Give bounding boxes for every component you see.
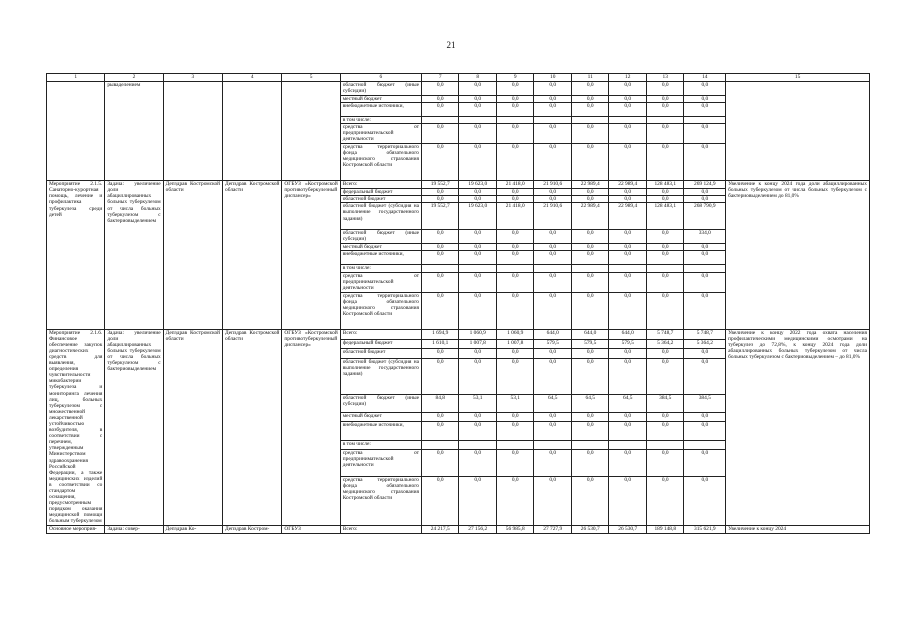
cell-amount: 0,0 bbox=[646, 82, 684, 96]
cell-amount: 0,0 bbox=[534, 422, 572, 440]
cell-amount: 0,0 bbox=[571, 230, 609, 244]
cell-amount: 27 727,9 bbox=[534, 525, 572, 533]
header-cell: 14 bbox=[684, 74, 726, 82]
cell-amount: 0,0 bbox=[459, 272, 497, 292]
cell-amount: 0,0 bbox=[496, 251, 534, 265]
cell-amount: 22 989,4 bbox=[609, 181, 647, 189]
cell-task: Задача: увеличение доли абациллированных больных туберкулезом от числа больных туберкулезом с бактериовыделением bbox=[105, 181, 163, 329]
cell-result: Увеличение к концу 2024 года доли абациллированных больных туберкулезом от числа больных туберкулезом с бактериовыделением до 81,0% bbox=[726, 181, 870, 329]
cell-amount: 128 483,1 bbox=[646, 181, 684, 189]
cell-amount: 0,0 bbox=[534, 124, 572, 144]
cell-amount: 0,0 bbox=[496, 230, 534, 244]
cell-amount: 0,0 bbox=[684, 244, 726, 251]
cell-funding-source: в том числе: bbox=[340, 117, 421, 124]
cell-amount: 0,0 bbox=[459, 349, 497, 358]
cell-amount: 0,0 bbox=[496, 244, 534, 251]
cell-event bbox=[47, 82, 105, 181]
cell-amount: 0,0 bbox=[459, 251, 497, 265]
cell-amount: 0,0 bbox=[459, 412, 497, 421]
cell-funding-source: местный бюджет bbox=[340, 244, 421, 251]
header-cell: 3 bbox=[163, 74, 222, 82]
header-cell: 12 bbox=[609, 74, 647, 82]
cell-funding-source: областной бюджет bbox=[340, 349, 421, 358]
cell-amount: 0,0 bbox=[421, 103, 459, 117]
cell-amount: 0,0 bbox=[571, 450, 609, 476]
cell-amount: 0,0 bbox=[534, 358, 572, 394]
cell-amount: 0,0 bbox=[646, 124, 684, 144]
cell-funding-source: внебюджетные источники, bbox=[340, 103, 421, 117]
cell-amount: 0,0 bbox=[459, 103, 497, 117]
cell-amount: 26 530,7 bbox=[609, 525, 647, 533]
cell-amount: 0,0 bbox=[646, 476, 684, 525]
cell-funding-source: федеральный бюджет bbox=[340, 340, 421, 349]
cell-amount bbox=[571, 440, 609, 449]
cell-amount: 0,0 bbox=[571, 358, 609, 394]
cell-amount: 0,0 bbox=[609, 251, 647, 265]
cell-executor: ОГБУЗ «Костромской противотуберкулезный диспансер» bbox=[282, 329, 340, 525]
cell-amount bbox=[459, 117, 497, 124]
cell-amount bbox=[421, 117, 459, 124]
cell-funding-source: средства территориального фонда обязательного медицинского страхования Костромской области bbox=[340, 476, 421, 525]
cell-amount: 0,0 bbox=[534, 189, 572, 196]
cell-amount: 0,0 bbox=[609, 292, 647, 329]
cell-amount: 0,0 bbox=[459, 358, 497, 394]
header-cell: 9 bbox=[496, 74, 534, 82]
cell-amount: 21 418,0 bbox=[496, 203, 534, 230]
cell-amount: 0,0 bbox=[684, 196, 726, 203]
cell-amount: 0,0 bbox=[571, 189, 609, 196]
cell-amount: 0,0 bbox=[684, 272, 726, 292]
cell-amount: 384,5 bbox=[646, 394, 684, 412]
cell-amount: 0,0 bbox=[609, 412, 647, 421]
program-table bbox=[46, 73, 870, 534]
cell-amount: 0,0 bbox=[646, 103, 684, 117]
cell-amount: 0,0 bbox=[571, 476, 609, 525]
cell-amount: 269 124,9 bbox=[684, 181, 726, 189]
cell-amount: 0,0 bbox=[421, 412, 459, 421]
cell-amount: 0,0 bbox=[534, 292, 572, 329]
cell-amount: 0,0 bbox=[496, 124, 534, 144]
cell-event: Мероприятие 2.1.6. Финансовое обеспечение закупок диагностических средств для выявления, определения чувствительности микобактерии туберкулеза и мониторинга лечения лиц, больных туберкулезом с множественной лекарственной устойчивостью возбудителя, в соответствии с перечнем, утвержденным Министерством здравоохранения Российской Федерации, а также медицинских изделий в соответствии со стандартом оснащения, предусмотренным порядком оказания медицинской помощи больным туберкулезом bbox=[47, 329, 105, 525]
table-row bbox=[47, 329, 870, 340]
cell-amount: 0,0 bbox=[646, 96, 684, 103]
cell-amount: 579,5 bbox=[571, 340, 609, 349]
cell-funding-source: Всего: bbox=[340, 329, 421, 340]
cell-amount: 21 910,6 bbox=[534, 181, 572, 189]
cell-amount: 384,5 bbox=[684, 394, 726, 412]
cell-amount bbox=[684, 265, 726, 272]
cell-amount: 1 007,8 bbox=[496, 340, 534, 349]
cell-amount: 22 989,4 bbox=[571, 181, 609, 189]
header-row bbox=[47, 74, 870, 82]
header-cell: 4 bbox=[223, 74, 282, 82]
cell-amount: 0,0 bbox=[421, 144, 459, 181]
cell-amount: 0,0 bbox=[459, 124, 497, 144]
cell-amount bbox=[609, 265, 647, 272]
cell-amount: 315 621,9 bbox=[684, 525, 726, 533]
cell-amount: 0,0 bbox=[571, 251, 609, 265]
cell-amount: 0,0 bbox=[684, 476, 726, 525]
cell-amount: 0,0 bbox=[459, 422, 497, 440]
cell-amount: 0,0 bbox=[646, 422, 684, 440]
cell-amount: 0,0 bbox=[609, 103, 647, 117]
cell-amount: 0,0 bbox=[571, 422, 609, 440]
cell-amount: 5 364,2 bbox=[684, 340, 726, 349]
cell-event: Основное мероприя- bbox=[47, 525, 105, 533]
cell-amount: 0,0 bbox=[534, 144, 572, 181]
cell-amount: 0,0 bbox=[496, 144, 534, 181]
cell-customer bbox=[223, 82, 282, 181]
cell-amount: 64,5 bbox=[534, 394, 572, 412]
cell-amount: 0,0 bbox=[646, 349, 684, 358]
cell-amount: 19 552,7 bbox=[421, 203, 459, 230]
cell-amount: 19 623,0 bbox=[459, 203, 497, 230]
cell-amount: 0,0 bbox=[684, 96, 726, 103]
page-number: 21 bbox=[446, 40, 456, 50]
cell-amount: 0,0 bbox=[646, 292, 684, 329]
cell-amount bbox=[646, 440, 684, 449]
cell-amount bbox=[421, 440, 459, 449]
cell-funding-source: Всего: bbox=[340, 525, 421, 533]
cell-amount: 0,0 bbox=[459, 450, 497, 476]
cell-amount: 19 552,7 bbox=[421, 181, 459, 189]
cell-amount bbox=[459, 265, 497, 272]
cell-amount: 64,5 bbox=[571, 394, 609, 412]
header-cell: 7 bbox=[421, 74, 459, 82]
cell-amount: 0,0 bbox=[684, 251, 726, 265]
cell-amount: 0,0 bbox=[571, 272, 609, 292]
cell-amount: 0,0 bbox=[534, 244, 572, 251]
cell-amount: 0,0 bbox=[684, 124, 726, 144]
cell-amount: 53,1 bbox=[459, 394, 497, 412]
cell-amount: 21 910,6 bbox=[534, 203, 572, 230]
header-cell: 1 bbox=[47, 74, 105, 82]
cell-amount: 64,5 bbox=[609, 394, 647, 412]
cell-amount: 0,0 bbox=[571, 144, 609, 181]
cell-amount: 0,0 bbox=[609, 124, 647, 144]
cell-funding-source: местный бюджет bbox=[340, 96, 421, 103]
cell-amount: 0,0 bbox=[684, 292, 726, 329]
cell-amount: 0,0 bbox=[421, 292, 459, 329]
cell-amount: 0,0 bbox=[534, 476, 572, 525]
cell-result: Увеличение к концу 2022 года охвата населения профилактическими медицинскими осмотрами на туберкулез до 72,8%, к концу 2024 года доли абациллированных больных туберкулезом от числа больных туберкулезом с бактериовыделением – до 81,0% bbox=[726, 329, 870, 525]
cell-task: рываделением bbox=[105, 82, 163, 181]
cell-funding-source: средства территориального фонда обязательного медицинского страхования Костромской области bbox=[340, 144, 421, 181]
cell-amount: 0,0 bbox=[459, 230, 497, 244]
cell-amount: 1 694,9 bbox=[421, 329, 459, 340]
cell-funding-source: местный бюджет bbox=[340, 412, 421, 421]
cell-task: Задача: совер- bbox=[105, 525, 163, 533]
cell-amount: 0,0 bbox=[609, 272, 647, 292]
cell-amount: 1 060,9 bbox=[459, 329, 497, 340]
cell-amount: 0,0 bbox=[421, 358, 459, 394]
cell-amount: 0,0 bbox=[646, 251, 684, 265]
cell-amount: 0,0 bbox=[496, 96, 534, 103]
cell-amount: 19 623,0 bbox=[459, 181, 497, 189]
cell-amount: 0,0 bbox=[421, 196, 459, 203]
cell-amount: 0,0 bbox=[646, 358, 684, 394]
cell-amount: 644,0 bbox=[609, 329, 647, 340]
cell-amount: 84,8 bbox=[421, 394, 459, 412]
cell-amount: 0,0 bbox=[646, 230, 684, 244]
cell-amount: 1 060,9 bbox=[496, 329, 534, 340]
cell-amount: 22 989,4 bbox=[609, 203, 647, 230]
cell-coordinator: Депздрав Костромской области bbox=[163, 329, 222, 525]
cell-amount: 644,0 bbox=[534, 329, 572, 340]
cell-amount: 0,0 bbox=[534, 230, 572, 244]
cell-amount bbox=[496, 117, 534, 124]
cell-amount bbox=[534, 265, 572, 272]
cell-amount: 0,0 bbox=[459, 476, 497, 525]
cell-customer: Депздрав Костромской области bbox=[223, 181, 282, 329]
cell-amount: 0,0 bbox=[534, 450, 572, 476]
header-cell: 11 bbox=[571, 74, 609, 82]
header-cell: 13 bbox=[646, 74, 684, 82]
cell-amount: 0,0 bbox=[609, 244, 647, 251]
cell-amount: 0,0 bbox=[459, 189, 497, 196]
cell-amount: 0,0 bbox=[571, 96, 609, 103]
cell-funding-source: внебюджетные источники, bbox=[340, 422, 421, 440]
cell-amount bbox=[534, 117, 572, 124]
cell-amount: 189 148,8 bbox=[646, 525, 684, 533]
cell-amount: 0,0 bbox=[609, 450, 647, 476]
cell-amount: 0,0 bbox=[609, 358, 647, 394]
cell-coordinator: Депздрав Ко- bbox=[163, 525, 222, 533]
cell-amount: 0,0 bbox=[609, 96, 647, 103]
cell-amount: 0,0 bbox=[421, 476, 459, 525]
cell-amount bbox=[496, 440, 534, 449]
cell-amount: 0,0 bbox=[496, 412, 534, 421]
cell-amount: 0,0 bbox=[684, 103, 726, 117]
header-cell: 6 bbox=[340, 74, 421, 82]
cell-amount bbox=[609, 440, 647, 449]
cell-amount: 579,5 bbox=[534, 340, 572, 349]
cell-funding-source: Всего: bbox=[340, 181, 421, 189]
cell-amount: 0,0 bbox=[496, 82, 534, 96]
cell-funding-source: в том числе: bbox=[340, 440, 421, 449]
cell-amount: 0,0 bbox=[534, 412, 572, 421]
cell-amount bbox=[684, 117, 726, 124]
cell-amount: 0,0 bbox=[571, 82, 609, 96]
cell-amount bbox=[684, 440, 726, 449]
cell-amount: 0,0 bbox=[609, 196, 647, 203]
cell-funding-source: областной бюджет (иные субсидии) bbox=[340, 394, 421, 412]
cell-amount: 0,0 bbox=[459, 292, 497, 329]
cell-amount: 0,0 bbox=[534, 196, 572, 203]
cell-amount: 0,0 bbox=[571, 244, 609, 251]
cell-task: Задача: увеличение доли абациллированных больных туберкулезом от числа больных туберкулезом с бактериовыделением bbox=[105, 329, 163, 525]
cell-amount: 0,0 bbox=[421, 230, 459, 244]
cell-amount: 0,0 bbox=[496, 272, 534, 292]
cell-executor: ОГБУЗ bbox=[282, 525, 340, 533]
header-cell: 2 bbox=[105, 74, 163, 82]
header-cell: 10 bbox=[534, 74, 572, 82]
cell-funding-source: средства от предпринимательской деятельности bbox=[340, 272, 421, 292]
cell-funding-source: областной бюджет (субсидия на выполнение государственного задания) bbox=[340, 203, 421, 230]
cell-amount: 0,0 bbox=[421, 82, 459, 96]
cell-amount: 0,0 bbox=[496, 103, 534, 117]
cell-amount: 334,0 bbox=[684, 230, 726, 244]
cell-executor: ОГБУЗ «Костромской противотуберкулезный диспансер» bbox=[282, 181, 340, 329]
cell-amount: 0,0 bbox=[684, 189, 726, 196]
cell-amount: 0,0 bbox=[421, 251, 459, 265]
cell-coordinator: Депздрав Костромской области bbox=[163, 181, 222, 329]
cell-funding-source: внебюджетные источники, bbox=[340, 251, 421, 265]
cell-amount: 0,0 bbox=[646, 196, 684, 203]
cell-amount: 0,0 bbox=[684, 450, 726, 476]
cell-amount: 0,0 bbox=[534, 272, 572, 292]
cell-amount: 0,0 bbox=[571, 196, 609, 203]
cell-amount: 0,0 bbox=[496, 189, 534, 196]
cell-amount: 0,0 bbox=[496, 422, 534, 440]
cell-funding-source: областной бюджет bbox=[340, 196, 421, 203]
cell-amount bbox=[459, 440, 497, 449]
cell-amount: 0,0 bbox=[534, 103, 572, 117]
cell-amount: 56 985,8 bbox=[496, 525, 534, 533]
table-row bbox=[47, 82, 870, 96]
cell-amount: 0,0 bbox=[421, 244, 459, 251]
cell-amount: 0,0 bbox=[646, 189, 684, 196]
cell-amount: 0,0 bbox=[609, 82, 647, 96]
cell-amount: 0,0 bbox=[571, 292, 609, 329]
cell-amount: 0,0 bbox=[684, 412, 726, 421]
cell-amount: 0,0 bbox=[609, 230, 647, 244]
header-cell: 15 bbox=[726, 74, 870, 82]
cell-amount bbox=[571, 265, 609, 272]
cell-amount: 0,0 bbox=[609, 349, 647, 358]
cell-amount: 0,0 bbox=[609, 144, 647, 181]
cell-amount: 0,0 bbox=[571, 103, 609, 117]
cell-amount: 0,0 bbox=[459, 82, 497, 96]
cell-funding-source: в том числе: bbox=[340, 265, 421, 272]
cell-amount: 0,0 bbox=[459, 144, 497, 181]
cell-customer: Депздрав Костромской области bbox=[223, 329, 282, 525]
cell-amount: 0,0 bbox=[571, 412, 609, 421]
cell-amount: 1 007,8 bbox=[459, 340, 497, 349]
cell-funding-source: областной бюджет (иные субсидии) bbox=[340, 82, 421, 96]
cell-result: Увеличение к концу 2024 bbox=[726, 525, 870, 533]
table-row bbox=[47, 525, 870, 533]
cell-amount: 0,0 bbox=[421, 272, 459, 292]
header-cell: 5 bbox=[282, 74, 340, 82]
cell-funding-source: федеральный бюджет bbox=[340, 189, 421, 196]
cell-amount: 0,0 bbox=[421, 349, 459, 358]
cell-amount: 0,0 bbox=[646, 244, 684, 251]
cell-amount: 0,0 bbox=[609, 189, 647, 196]
cell-amount: 0,0 bbox=[571, 124, 609, 144]
header-cell: 8 bbox=[459, 74, 497, 82]
cell-funding-source: средства от предпринимательской деятельности bbox=[340, 450, 421, 476]
cell-amount: 0,0 bbox=[609, 476, 647, 525]
cell-amount: 579,5 bbox=[609, 340, 647, 349]
cell-amount: 5 748,7 bbox=[646, 329, 684, 340]
cell-amount: 0,0 bbox=[459, 244, 497, 251]
cell-amount: 0,0 bbox=[534, 251, 572, 265]
cell-amount: 53,1 bbox=[496, 394, 534, 412]
cell-amount: 21 418,0 bbox=[496, 181, 534, 189]
cell-amount: 268 790,9 bbox=[684, 203, 726, 230]
cell-amount: 0,0 bbox=[459, 196, 497, 203]
cell-amount: 5 748,7 bbox=[684, 329, 726, 340]
cell-funding-source: средства от предпринимательской деятельности bbox=[340, 124, 421, 144]
cell-amount: 0,0 bbox=[421, 422, 459, 440]
cell-amount: 22 989,4 bbox=[571, 203, 609, 230]
cell-amount bbox=[534, 440, 572, 449]
cell-amount: 0,0 bbox=[534, 349, 572, 358]
cell-amount: 0,0 bbox=[496, 476, 534, 525]
cell-amount: 0,0 bbox=[496, 292, 534, 329]
cell-executor bbox=[282, 82, 340, 181]
cell-amount: 0,0 bbox=[421, 189, 459, 196]
cell-amount: 128 483,1 bbox=[646, 203, 684, 230]
cell-amount bbox=[571, 117, 609, 124]
cell-funding-source: средства территориального фонда обязательного медицинского страхования Костромской области bbox=[340, 292, 421, 329]
cell-amount: 0,0 bbox=[571, 349, 609, 358]
cell-amount bbox=[421, 265, 459, 272]
cell-funding-source: областной бюджет (иные субсидии) bbox=[340, 230, 421, 244]
cell-amount: 0,0 bbox=[534, 96, 572, 103]
cell-amount: 0,0 bbox=[646, 272, 684, 292]
cell-amount: 0,0 bbox=[496, 349, 534, 358]
cell-amount bbox=[646, 265, 684, 272]
cell-amount: 5 364,2 bbox=[646, 340, 684, 349]
cell-amount: 0,0 bbox=[684, 349, 726, 358]
cell-amount: 0,0 bbox=[421, 96, 459, 103]
cell-amount bbox=[646, 117, 684, 124]
cell-customer: Депздрав Костром- bbox=[223, 525, 282, 533]
cell-amount: 0,0 bbox=[496, 196, 534, 203]
cell-event: Мероприятие 2.1.5. Санаторно-курортная помощь, лечение и профилактика туберкулеза среди детей bbox=[47, 181, 105, 329]
cell-amount: 0,0 bbox=[496, 450, 534, 476]
cell-amount: 644,0 bbox=[571, 329, 609, 340]
table-row bbox=[47, 181, 870, 189]
cell-amount: 0,0 bbox=[421, 124, 459, 144]
cell-amount: 0,0 bbox=[496, 358, 534, 394]
cell-amount: 0,0 bbox=[684, 144, 726, 181]
cell-amount: 1 610,1 bbox=[421, 340, 459, 349]
cell-amount: 0,0 bbox=[646, 450, 684, 476]
cell-amount: 0,0 bbox=[609, 422, 647, 440]
cell-amount: 0,0 bbox=[684, 358, 726, 394]
cell-amount: 0,0 bbox=[459, 96, 497, 103]
cell-amount: 26 530,7 bbox=[571, 525, 609, 533]
cell-funding-source: областной бюджет (субсидия на выполнение государственного задания) bbox=[340, 358, 421, 394]
cell-amount: 0,0 bbox=[684, 82, 726, 96]
cell-amount: 0,0 bbox=[684, 422, 726, 440]
cell-amount bbox=[609, 117, 647, 124]
cell-result bbox=[726, 82, 870, 181]
cell-amount: 0,0 bbox=[421, 450, 459, 476]
cell-amount: 0,0 bbox=[646, 144, 684, 181]
cell-amount: 0,0 bbox=[534, 82, 572, 96]
cell-amount: 0,0 bbox=[646, 412, 684, 421]
cell-amount bbox=[496, 265, 534, 272]
cell-amount: 27 156,2 bbox=[459, 525, 497, 533]
cell-amount: 24 217,5 bbox=[421, 525, 459, 533]
cell-coordinator bbox=[163, 82, 222, 181]
